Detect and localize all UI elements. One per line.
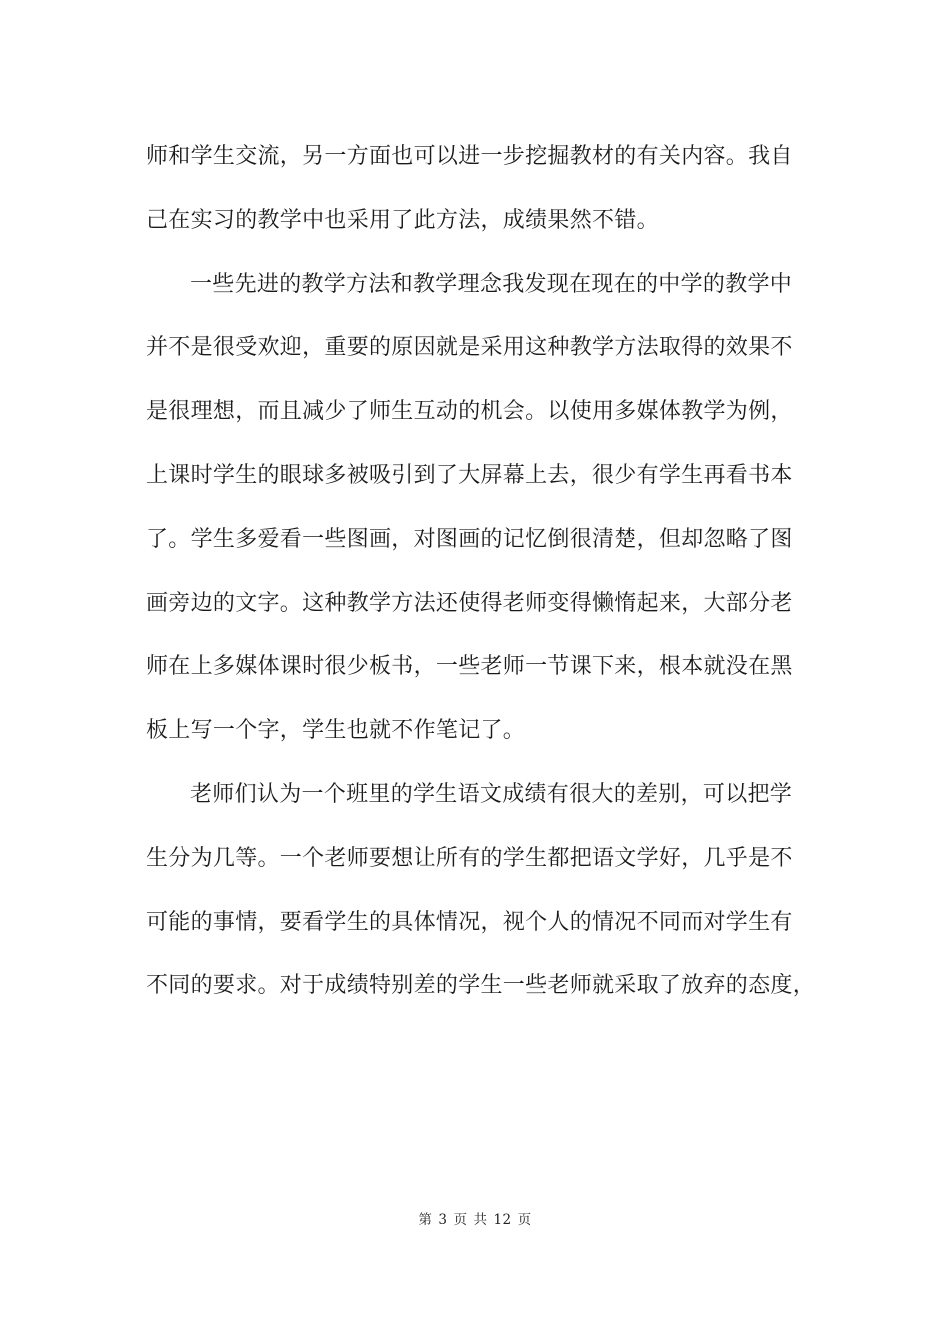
text-line: 师和学生交流，另一方面也可以进一步挖掘教材的有关内容。我自 (146, 144, 793, 169)
footer-page-unit: 页 (453, 1212, 468, 1228)
text-line: 板上写一个字，学生也就不作笔记了。 (146, 718, 526, 744)
paragraph-start-line: 老师们认为一个班里的学生语文成绩有很大的差别，可以把学 (190, 781, 793, 807)
page-footer (0, 1208, 950, 1228)
text-line: 了。学生多爱看一些图画，对图画的记忆倒很清楚，但却忽略了图 (146, 526, 793, 552)
text-line: 生分为几等。一个老师要想让所有的学生都把语文学好，几乎是不 (146, 845, 793, 871)
text-line: 不同的要求。对于成绩特别差的学生一些老师就采取了放弃的态度， (146, 973, 816, 999)
footer-suffix: 页 (517, 1212, 532, 1228)
text-line: 上课时学生的眼球多被吸引到了大屏幕上去，很少有学生再看书本 (146, 462, 793, 488)
paragraph-start-line: 一些先进的教学方法和教学理念我发现在现在的中学的教学中 (190, 271, 793, 297)
footer-total-word: 共 (473, 1212, 488, 1228)
text-line: 师在上多媒体课时很少板书，一些老师一节课下来，根本就没在黑 (146, 654, 793, 680)
body-text (146, 135, 826, 1028)
text-line: 己在实习的教学中也采用了此方法，成绩果然不错。 (146, 207, 659, 233)
total-page-count: 12 (493, 1212, 512, 1228)
text-line: 是很理想，而且减少了师生互动的机会。以使用多媒体教学为例， (146, 399, 793, 425)
text-line: 并不是很受欢迎，重要的原因就是采用这种教学方法取得的效果不 (146, 335, 793, 361)
current-page-number: 3 (438, 1212, 448, 1228)
text-line: 画旁边的文字。这种教学方法还使得老师变得懒惰起来，大部分老 (146, 590, 793, 616)
text-line: 可能的事情，要看学生的具体情况，视个人的情况不同而对学生有 (146, 909, 793, 935)
footer-prefix: 第 (418, 1212, 433, 1228)
